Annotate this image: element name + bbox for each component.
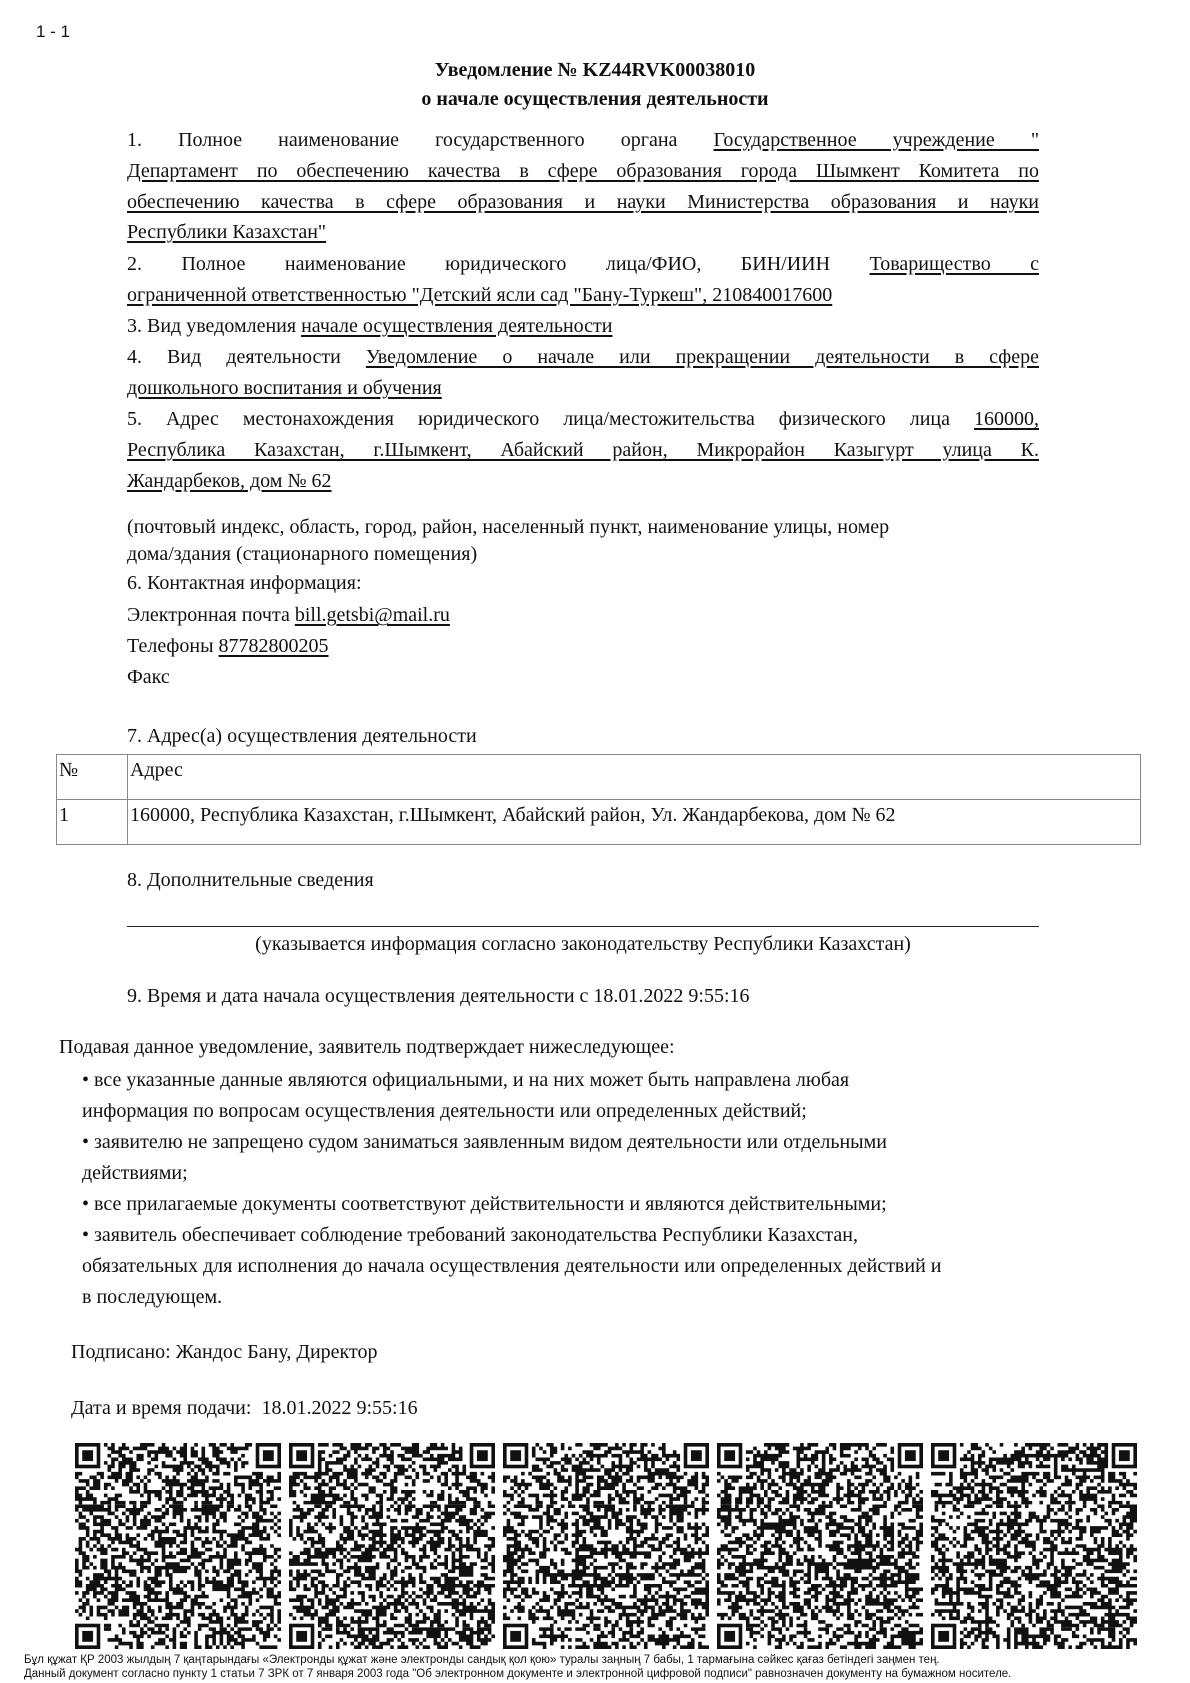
qr-code-5 <box>931 1443 1137 1649</box>
section5-value-1: 160000, <box>974 408 1039 430</box>
section1-label: 1. Полное наименование государственного органа <box>127 129 678 151</box>
confirm-intro: Подавая данное уведомление, заявитель подтверждает нижеследующее: <box>59 1036 675 1058</box>
table-cell-address: 160000, Республика Казахстан, г.Шымкент, Абайский район, Ул. Жандарбекова, дом № 62 <box>128 800 1141 845</box>
submitted-value: 18.01.2022 9:55:16 <box>261 1397 418 1419</box>
confirm-line: в последующем. <box>82 1286 223 1308</box>
submitted-row <box>71 1392 418 1424</box>
submitted-label: Дата и время подачи: <box>71 1397 252 1419</box>
section3-value: начале осуществления деятельности <box>301 315 613 337</box>
document-title: Уведомление № KZ44RVK00038010 <box>434 59 756 81</box>
section1-value-4: Республики Казахстан" <box>127 221 327 243</box>
email-link[interactable]: bill.getsbi@mail.ru <box>294 604 450 626</box>
section1-value-2: Департамент по обеспечению качества в сфере образования города Шымкент Комитета по <box>127 160 1039 182</box>
confirm-line: обязательных для исполнения до начала осуществления деятельности или определенных действий и <box>82 1255 942 1277</box>
confirm-line: • заявитель обеспечивает соблюдение требований законодательства Республики Казахстан, <box>82 1224 858 1246</box>
section2-value-1: Товарищество с <box>869 253 1039 275</box>
section1-line1 <box>127 124 1039 156</box>
confirm-line: информация по вопросам осуществления деятельности или определенных действий; <box>82 1100 807 1122</box>
signed-label: Подписано: <box>71 1341 171 1363</box>
fax-label: Факс <box>127 666 170 688</box>
section3-line <box>127 310 1039 342</box>
section9-label: 9. Время и дата начала осуществления деятельности с 18.01.2022 9:55:16 <box>127 985 750 1007</box>
section8-blank-line <box>127 926 1039 927</box>
phone-row <box>127 630 1039 662</box>
confirm-line: действиями; <box>82 1162 188 1184</box>
section1-value-3: обеспечению качества в сфере образования и науки Министерства образования и науки <box>127 191 1039 213</box>
section4-value-2: дошкольного воспитания и обучения <box>127 377 442 399</box>
section1-value-1: Государственное учреждение " <box>713 129 1039 151</box>
section7-label: 7. Адрес(а) осуществления деятельности <box>127 725 477 747</box>
qr-code-4 <box>717 1443 923 1649</box>
table-row <box>57 800 1141 845</box>
qr-code-3 <box>503 1443 709 1649</box>
table-cell-number: 1 <box>57 800 128 845</box>
section8-label: 8. Дополнительные сведения <box>127 869 374 891</box>
confirm-line: • все указанные данные являются официальными, и на них может быть направлена любая <box>82 1069 850 1091</box>
signed-row <box>71 1336 378 1368</box>
section5-hint-2: дома/здания (стационарного помещения) <box>127 543 478 565</box>
section4-label: 4. Вид деятельности <box>127 346 341 368</box>
signed-value: Жандос Бану, Директор <box>175 1341 378 1363</box>
section5-value-2: Республика Казахстан, г.Шымкент, Абайский район, Микрорайон Казыгурт улица К. <box>127 439 1039 461</box>
address-table <box>56 754 1141 845</box>
table-header-address: Адрес <box>128 755 1141 800</box>
section2-label: 2. Полное наименование юридического лица/ФИО, БИН/ИИН <box>127 253 831 275</box>
email-row <box>127 599 1039 631</box>
section6-label: 6. Контактная информация: <box>127 572 362 594</box>
section4-value-1: Уведомление о начале или прекращении деятельности в сфере <box>365 346 1039 368</box>
confirm-line: • заявителю не запрещено судом заниматься заявленным видом деятельности или отдельными <box>82 1131 887 1153</box>
table-header-row <box>57 755 1141 800</box>
document-subtitle: о начале осуществления деятельности <box>421 88 769 110</box>
section4-line1 <box>127 341 1039 373</box>
section3-label: 3. Вид уведомления <box>127 315 297 337</box>
section2-line1 <box>127 248 1039 280</box>
section8-note: (указывается информация согласно законодательству Республики Казахстан) <box>255 933 911 955</box>
phone-value: 87782800205 <box>218 635 329 657</box>
qr-code-2 <box>289 1443 495 1649</box>
section5-label: 5. Адрес местонахождения юридического лица/местожительства физического лица <box>127 408 951 430</box>
footer-ru: Данный документ согласно пункту 1 статьи 7 ЗРК от 7 января 2003 года "Об электронном документе и электронной цифровой подписи" равнозначен документу на бумажном носителе. <box>24 1668 1012 1680</box>
section2-value-2: ограниченной ответственностью "Детский ясли сад "Бану-Туркеш", 210840017600 <box>127 284 833 306</box>
section5-hint-1: (почтовый индекс, область, город, район, населенный пункт, наименование улицы, номер <box>127 516 890 538</box>
email-label: Электронная почта <box>127 604 290 626</box>
confirm-line: • все прилагаемые документы соответствуют действительности и являются действительными; <box>82 1193 887 1215</box>
confirm-list <box>82 1065 1122 1313</box>
qr-code-1 <box>75 1443 281 1649</box>
section5-line1 <box>127 403 1039 435</box>
phone-label: Телефоны <box>127 635 214 657</box>
section5-value-3: Жандарбеков, дом № 62 <box>127 470 332 492</box>
footer-kz: Бұл құжат ҚР 2003 жылдың 7 қаңтарындағы «Электронды құжат және электронды сандық қол қою» туралы заңның 7 бабы, 1 тармағына сәйкес қағаз бетіндегі заңмен тең. <box>24 1654 940 1666</box>
table-header-number: № <box>57 755 128 800</box>
page-number: 1 - 1 <box>36 22 71 41</box>
